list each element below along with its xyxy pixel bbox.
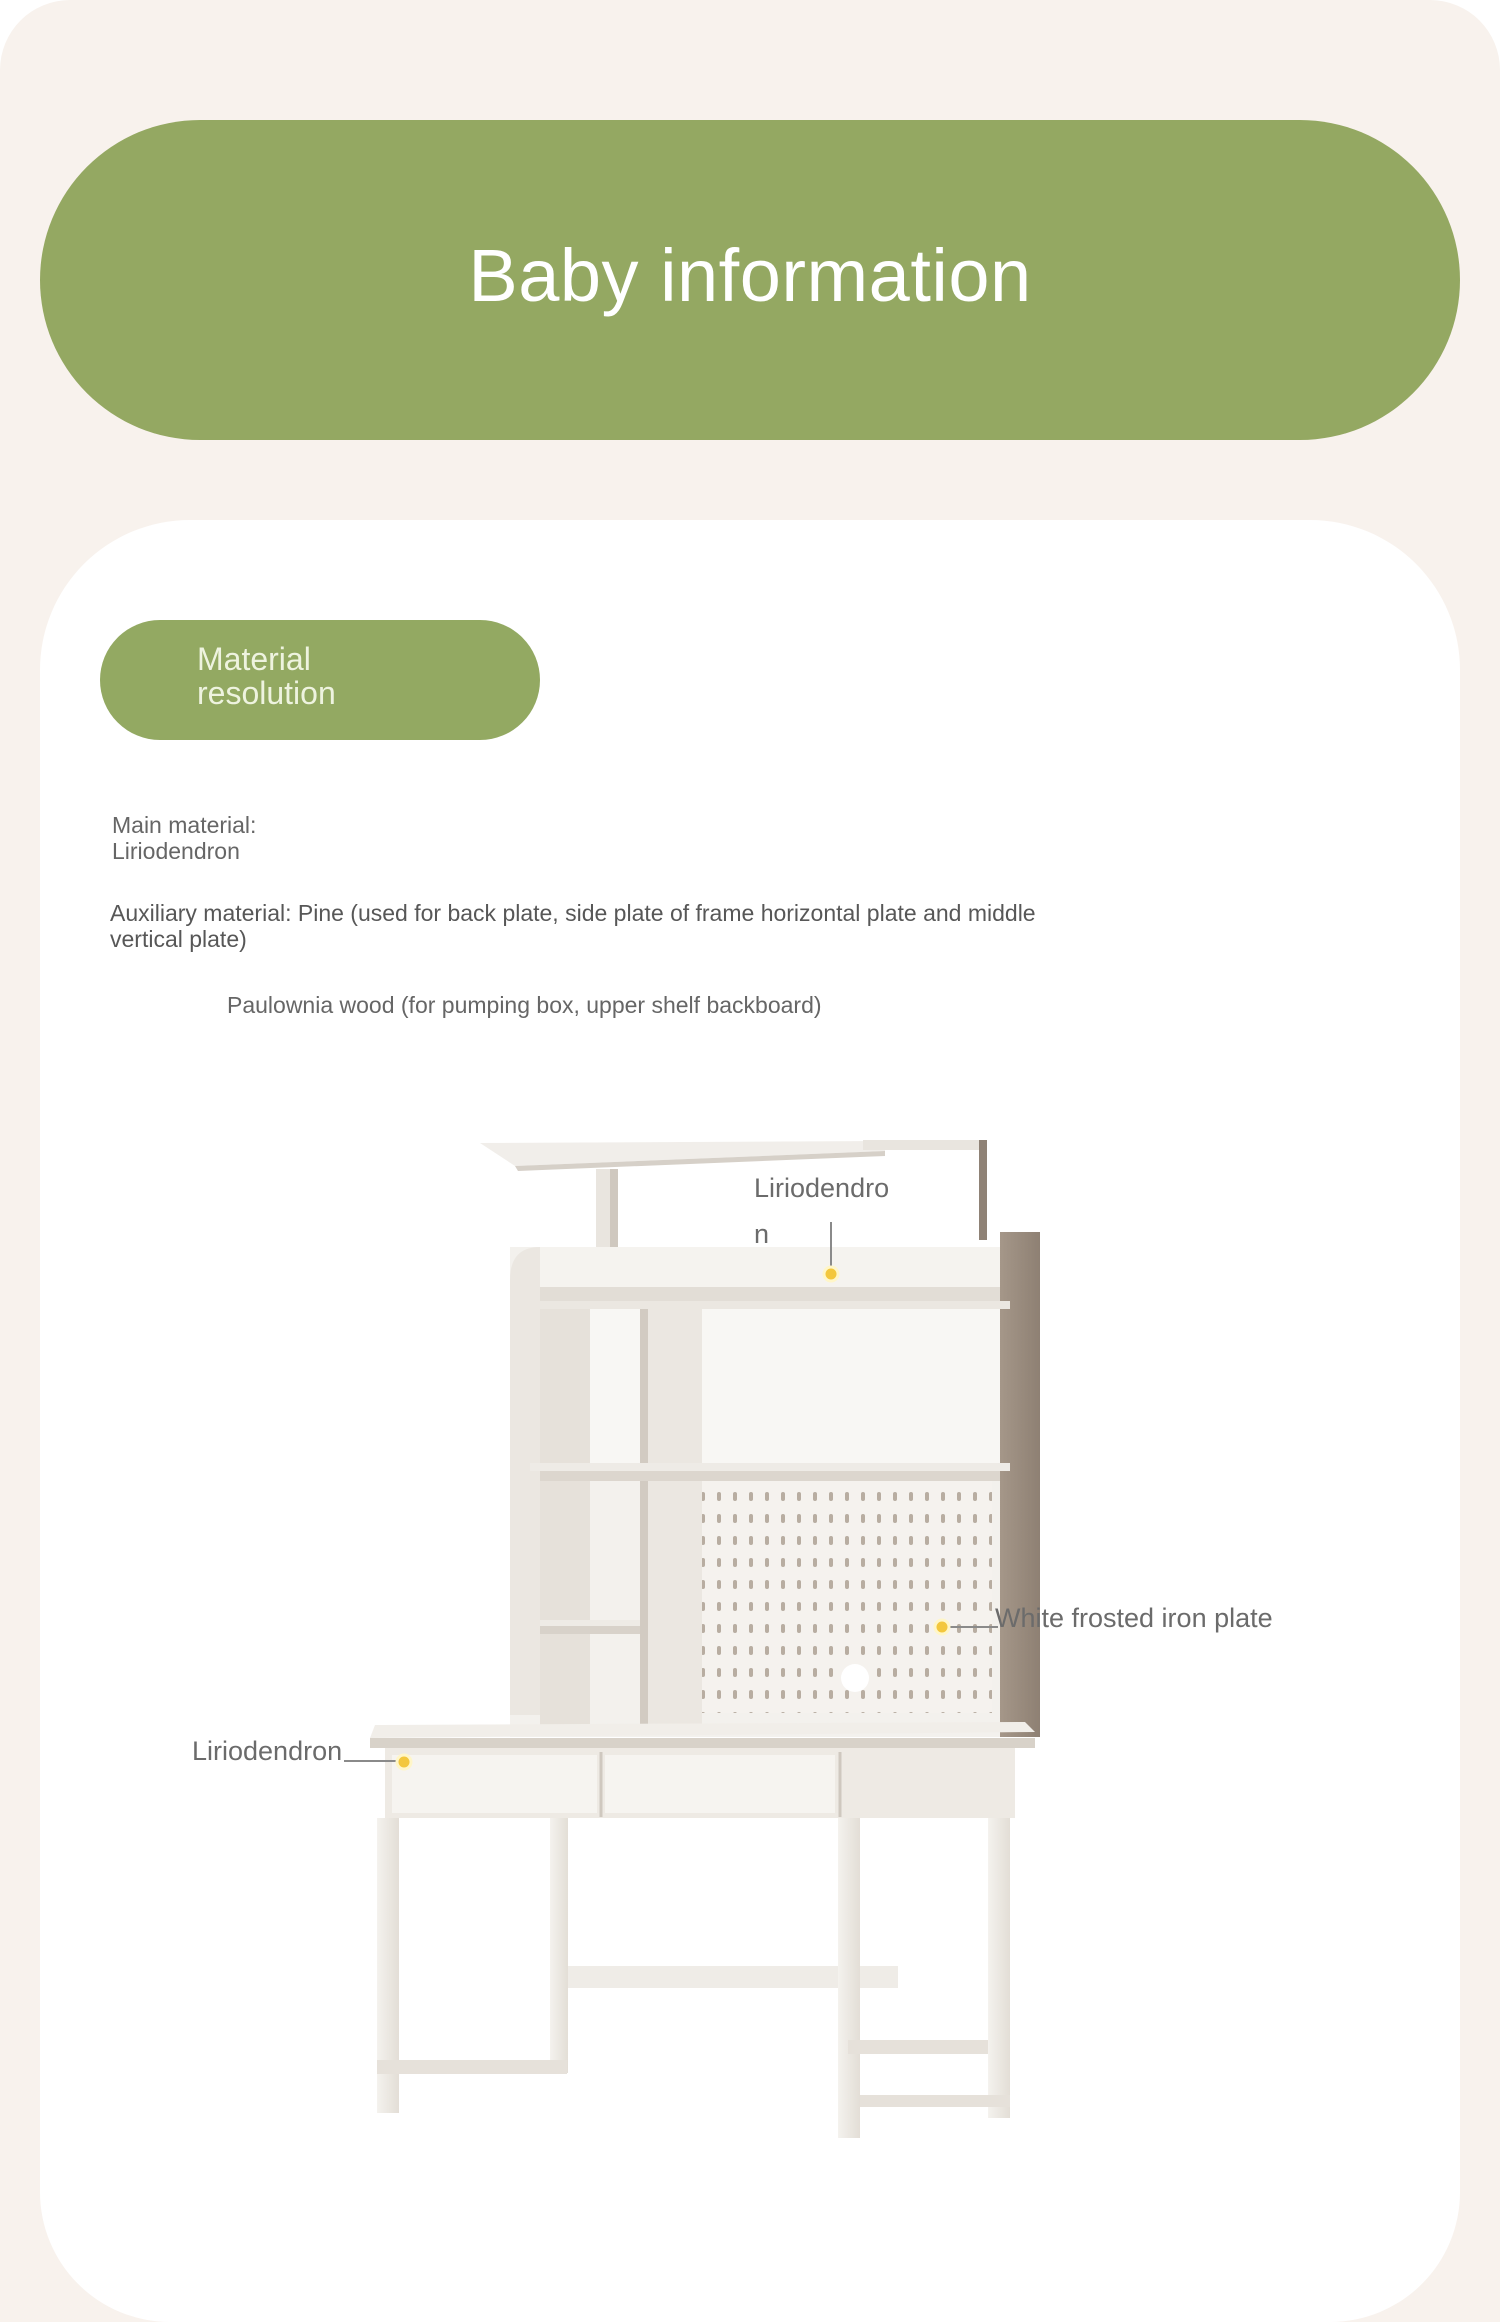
header-banner [40,120,1460,440]
hutch [510,1232,1040,1737]
callout-liriodendron-left: Liriodendron [192,1736,343,1766]
callout-iron-plate: White frosted iron plate [995,1603,1273,1633]
desk-illustration [40,520,1460,2322]
marker-dot [935,1620,949,1634]
marker-dot [397,1755,411,1769]
marker-dot [824,1267,838,1281]
callout-liriodendron-top: Liriodendron [754,1173,890,1249]
content-card [40,520,1460,2322]
section-title: Material resolution [197,641,336,711]
top-shelf [480,1140,987,1259]
page-title: Baby information [468,233,1032,317]
auxiliary-material-text: Auxiliary material: Pine (used for back plate, side plate of frame horizontal plate and middle vertical plate) [110,900,1036,952]
desk-legs [377,1818,1010,2138]
main-material-text: Main material: Liriodendron [112,812,257,864]
paulownia-material-text: Paulownia wood (for pumping box, upper shelf backboard) [227,992,822,1018]
